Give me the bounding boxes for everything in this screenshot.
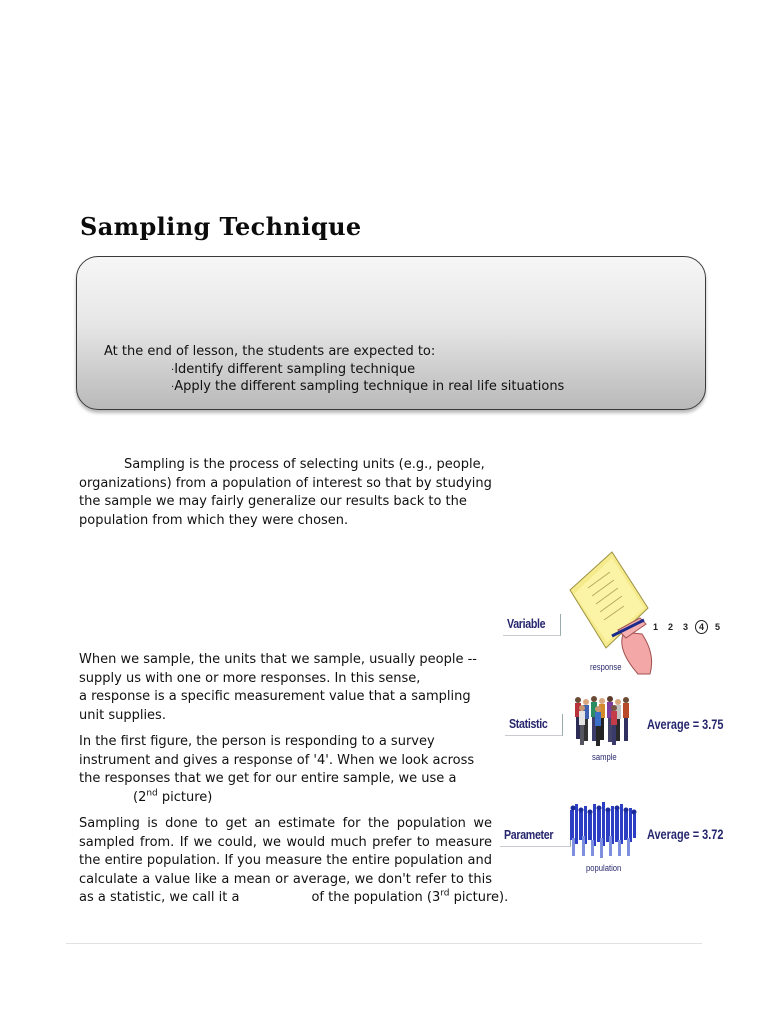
text-line: calculate a value like a mean or average, we don't refer to this — [79, 871, 492, 887]
text-line: the responses that we get for our entire sample, we use a — [79, 771, 457, 786]
response-scale — [648, 620, 725, 634]
parameter-average: Average = 3.72 — [647, 826, 724, 842]
text-line — [79, 789, 499, 808]
objectives-intro: At the end of lesson, the students are expected to: — [104, 344, 436, 359]
text-line: In the first figure, the person is responding to a survey — [79, 734, 435, 749]
text-fragment: picture) — [157, 789, 213, 805]
population-caption: population — [586, 863, 622, 873]
text-line: instrument and gives a response of '4'. When we look across — [79, 752, 475, 768]
text-line: Sampling is the process of selecting units (e.g., people, — [124, 457, 485, 472]
objective-item-text: Identify different sampling technique — [174, 362, 416, 377]
statistic-label-box — [505, 714, 563, 736]
text-line: the sample we may fairly generalize our results back to the — [79, 494, 467, 509]
scale-value-selected: 4 — [695, 620, 708, 634]
scale-value: 3 — [682, 622, 688, 632]
statistic-average: Average = 3.75 — [647, 716, 724, 732]
text-line: When we sample, the units that we sample, usually people -- — [79, 652, 477, 667]
scale-value: 2 — [667, 622, 673, 632]
sample-caption: sample — [592, 752, 617, 762]
text-line: unit supplies. — [79, 707, 166, 723]
population-people-illustration — [568, 800, 638, 864]
statistic-label: Statistic — [509, 716, 548, 731]
paragraph-statistic — [79, 733, 499, 807]
survey-hand-illustration — [566, 550, 662, 680]
text-fragment: picture). — [449, 890, 509, 905]
objective-item — [171, 378, 564, 397]
text-line: supply us with one or more responses. In this sense, — [79, 670, 421, 686]
bullet-dot: · — [171, 382, 175, 393]
text-fragment: (2 — [133, 789, 147, 805]
text-line — [79, 888, 509, 908]
text-line: Sampling is done to get an estimate for the population we — [79, 816, 492, 831]
scale-value: 5 — [714, 622, 720, 632]
paragraph-parameter — [79, 815, 509, 908]
parameter-label-box — [500, 825, 571, 847]
text-fragment: as a statistic, we call it a — [79, 890, 240, 905]
text-line: organizations) from a population of interest so that by studying — [79, 475, 492, 491]
text-fragment: of the population (3 — [311, 890, 441, 905]
page-divider — [66, 943, 702, 944]
sample-people-illustration — [572, 694, 634, 750]
scale-value: 1 — [652, 622, 658, 632]
variable-label-box — [503, 614, 561, 636]
response-caption: response — [590, 662, 622, 672]
bullet-dot: · — [171, 365, 175, 376]
text-line: sampled from. If we could, we would much prefer to measure — [79, 834, 492, 850]
text-line: a response is a specific measurement value that a sampling — [79, 689, 471, 704]
superscript: rd — [440, 888, 450, 899]
paragraph-sampling-definition — [79, 456, 503, 530]
text-line: population from which they were chosen. — [79, 512, 349, 528]
text-line: the entire population. If you measure the entire population and — [79, 853, 492, 868]
parameter-label: Parameter — [504, 827, 554, 842]
page-title: Sampling Technique — [80, 212, 362, 241]
variable-label: Variable — [507, 616, 546, 631]
superscript: nd — [146, 788, 158, 799]
paragraph-responses — [79, 651, 499, 725]
objective-item-text: Apply the different sampling technique in real life situations — [174, 379, 565, 394]
objective-item — [171, 361, 415, 380]
